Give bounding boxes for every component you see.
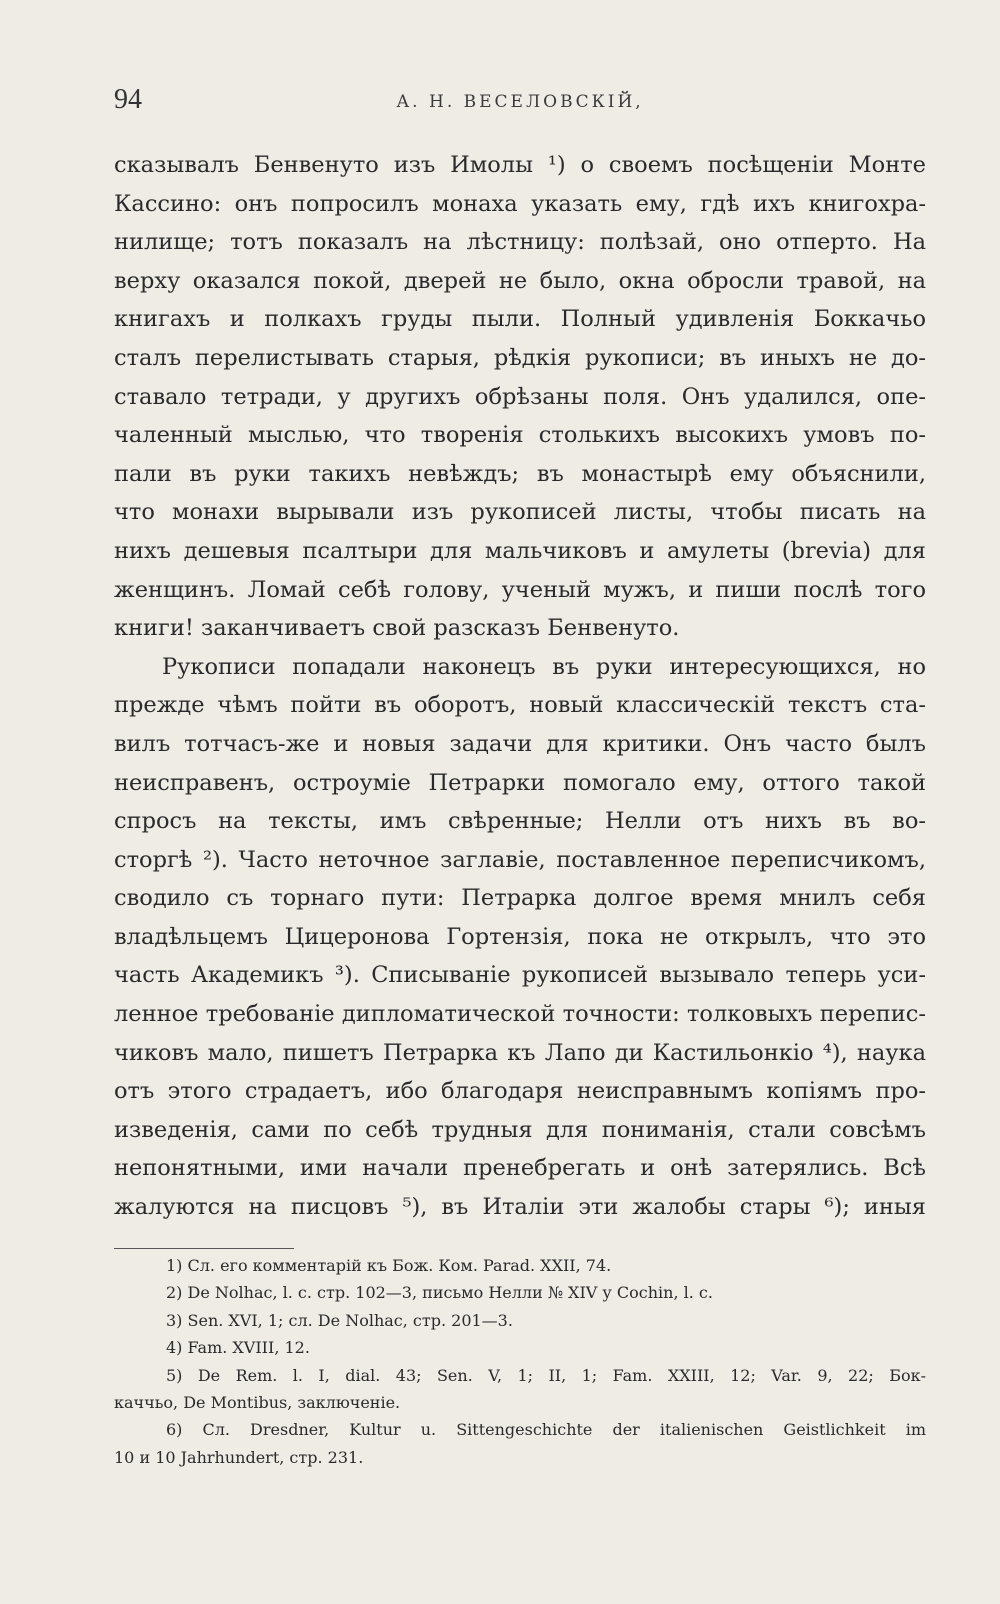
footnote-6-continued: 10 и 10 Jahrhundert, стр. 231.	[114, 1447, 364, 1467]
text-line: непонятными, ими начали пренебрегать и онѣ затерялись. Всѣ	[114, 1155, 926, 1182]
text-line: пали въ руки такихъ невѣждъ; въ монастырѣ ему объяснили,	[114, 460, 926, 487]
text-line: нилище; тотъ показалъ на лѣстницу: полѣзай, оно отперто. На	[114, 229, 926, 256]
text-line: верху оказался покой, дверей не было, окна обросли травой, на	[114, 267, 926, 294]
footnote-5: 5) De Rem. l. I, dial. 43; Sen. V, 1; II, 1; Fam. XXIII, 12; Var. 9, 22; Бок-	[166, 1365, 926, 1385]
text-line: отъ этого страдаетъ, ибо благодаря неисправнымъ копіямъ про-	[114, 1078, 926, 1105]
paragraph-start-line: Рукописи попадали наконецъ въ руки интересующихся, но	[162, 653, 926, 680]
text-line: нихъ дешевыя псалтыри для мальчиковъ и амулеты (brevia) для	[114, 537, 926, 564]
text-line: сводило съ торнаго пути: Петрарка долгое время мнилъ себя	[114, 885, 926, 912]
text-line: жалуются на писцовъ ⁵), въ Италіи эти жалобы стары ⁶); иныя	[114, 1194, 926, 1221]
footnote-divider	[114, 1248, 294, 1249]
text-line: сказывалъ Бенвенуто изъ Имолы ¹) о своемъ посѣщеніи Монте	[114, 152, 926, 178]
footnote-2: 2) De Nolhac, l. c. стр. 102—3, письмо Нелли № XIV у Cochin, l. c.	[166, 1283, 713, 1303]
text-line: прежде чѣмъ пойти въ оборотъ, новый классическій текстъ ста-	[114, 692, 926, 719]
text-line: владѣльцемъ Цицеронова Гортензія, пока не открылъ, что это	[114, 923, 926, 950]
text-line: спросъ на тексты, имъ свѣренные; Нелли отъ нихъ въ во-	[114, 808, 926, 835]
body-text	[114, 146, 926, 1227]
text-line: книгахъ и полкахъ груды пыли. Полный удивленія Боккачьо	[114, 306, 926, 333]
text-line: женщинъ. Ломай себѣ голову, ученый мужъ, и пиши послѣ того	[114, 576, 926, 603]
text-line: ставало тетради, у другихъ обрѣзаны поля. Онъ удалился, опе-	[114, 383, 926, 410]
text-line: часть Академикъ ³). Списываніе рукописей вызывало теперь уси-	[114, 962, 926, 989]
text-line: Кассино: онъ попросилъ монаха указать ему, гдѣ ихъ книгохра-	[114, 190, 926, 217]
text-line: ленное требованіе дипломатической точности: толковыхъ перепис-	[114, 1001, 926, 1028]
text-line: книги! заканчиваетъ свой разсказъ Бенвенуто.	[114, 615, 680, 642]
running-title: А. Н. ВЕСЕЛОВСКІЙ,	[396, 92, 644, 112]
running-head	[114, 84, 926, 124]
footnote-6: 6) Сл. Dresdner, Kultur u. Sittengeschichte der italienischen Geistlichkeit im	[166, 1420, 926, 1440]
text-line: чаленный мыслью, что творенія столькихъ высокихъ умовъ по-	[114, 422, 926, 449]
footnote-1: 1) Сл. его комментарій къ Бож. Ком. Parad. XXII, 74.	[166, 1256, 612, 1275]
footnotes	[114, 1252, 926, 1471]
footnote-3: 3) Sen. XVI, 1; сл. De Nolhac, стр. 201—3.	[166, 1310, 513, 1330]
page-number: 94	[114, 84, 142, 115]
text-line: сталъ перелистывать старыя, рѣдкія рукописи; въ иныхъ не до-	[114, 344, 926, 371]
text-line: что монахи вырывали изъ рукописей листы, чтобы писать на	[114, 499, 926, 526]
text-line: изведенія, сами по себѣ трудныя для пониманія, стали совсѣмъ	[114, 1116, 926, 1143]
text-line: сторгѣ ²). Часто неточное заглавіе, поставленное переписчикомъ,	[114, 846, 926, 873]
footnote-4: 4) Fam. XVIII, 12.	[166, 1338, 310, 1358]
text-line: чиковъ мало, пишетъ Петрарка къ Лапо ди Кастильонкіо ⁴), наука	[114, 1039, 926, 1066]
text-line: вилъ тотчасъ-же и новыя задачи для критики. Онъ часто былъ	[114, 730, 926, 757]
text-line: неисправенъ, остроуміе Петрарки помогало ему, оттого такой	[114, 769, 926, 796]
footnote-5-continued: каччьо, De Montibus, заключеніе.	[114, 1392, 401, 1412]
